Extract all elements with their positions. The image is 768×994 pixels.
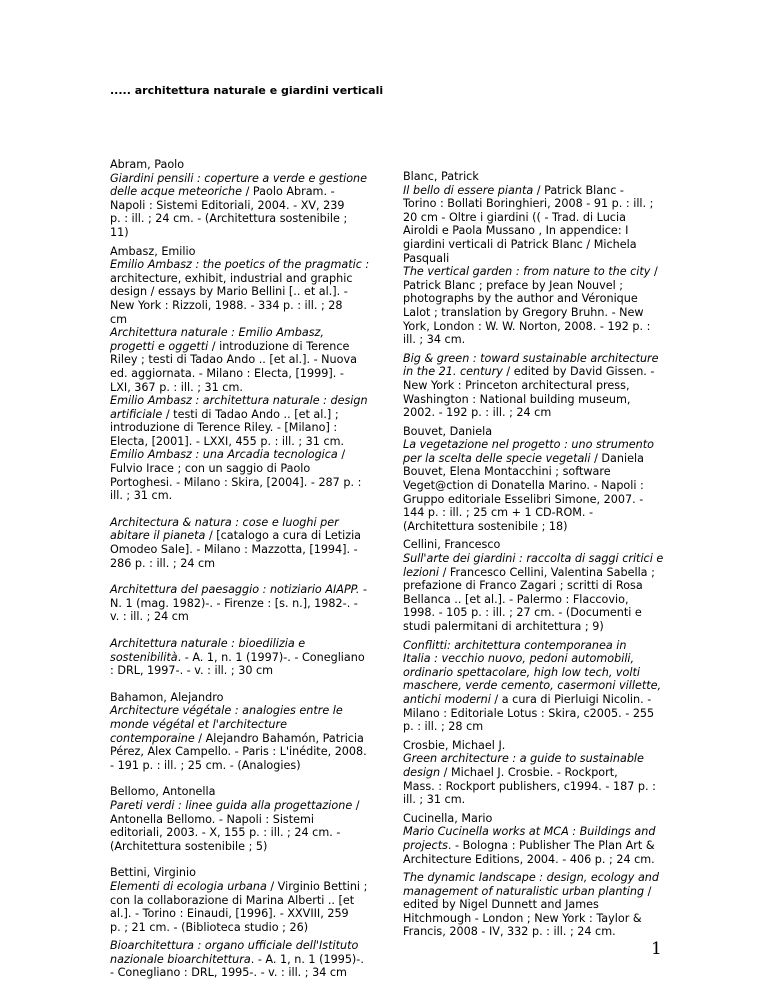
entry-title-text: The dynamic landscape : design, ecology and [403, 871, 659, 885]
entry-line [403, 898, 669, 912]
entry-text: architecture, exhibit, industrial and graphic [110, 271, 353, 285]
bibliography-entry [403, 170, 669, 347]
entry-line [110, 272, 372, 286]
entry-line [403, 184, 669, 198]
entry-line [403, 393, 669, 407]
entry-title-text: Emilio Ambasz : architettura naturale : design [110, 394, 368, 408]
entry-text: Milano : Editoriale Lotus : Skira, c2005. - 255 [403, 706, 655, 720]
entry-line [110, 907, 372, 921]
entry-text: Bellanca .. [et al.]. - Palermo : Flaccovio, [403, 592, 629, 606]
page-heading: ..... architettura naturale e giardini verticali [110, 84, 384, 97]
entry-line [110, 939, 372, 953]
entry-line [403, 912, 669, 926]
entry-line [403, 224, 669, 238]
entry-text: Mass. : Rockport publishers, c1994. - 187 p. : [403, 779, 656, 793]
entry-text: giardini verticali di Patrick Blanc / Michela [403, 237, 637, 251]
entry-line [110, 245, 372, 259]
entry-text: / Virginio Bettini ; [266, 879, 368, 893]
page-number: 1 [651, 939, 662, 959]
entry-text: Napoli : Sistemi Editoriali, 2004. - XV, 239 [110, 198, 345, 212]
entry-title-text: nazionale bioarchitettura [110, 952, 251, 966]
entry-line [403, 279, 669, 293]
entry-title-text: sostenibilità [110, 650, 178, 664]
entry-text: Pérez, Alex Campello. - Paris : L'inédite, 2008. [110, 745, 367, 759]
entry-line [110, 813, 372, 827]
entry-text: / Daniela [590, 451, 644, 465]
entry-line [110, 953, 372, 967]
entry-line [110, 921, 372, 935]
entry-line [403, 606, 669, 620]
entry-line [110, 381, 372, 395]
entry-line [110, 966, 372, 980]
entry-text: 1998. - 105 p. : ill. ; 27 cm. - (Documenti e [403, 606, 642, 620]
entry-line [110, 313, 372, 327]
entry-line [403, 379, 669, 393]
entry-line [110, 340, 372, 354]
bibliography-entry [110, 516, 372, 570]
entry-text: - Conegliano : DRL, 1995-. - v. : ill. ; 34 cm [110, 966, 347, 980]
entry-text: ill. ; 31 cm. [110, 489, 173, 503]
entry-text: / introduzione di Terence [208, 339, 350, 353]
entry-text: Portoghesi. - Milano : Skira, [2004]. - 287 p. : [110, 475, 362, 489]
entry-text: / Alejandro Bahamón, Patricia [194, 731, 364, 745]
entry-line [403, 479, 669, 493]
entry-text: Torino : Bollati Boringhieri, 2008 - 91 p. : ill. ; [403, 197, 654, 211]
entry-title-text: Mario Cucinella works at MCA : Buildings and [403, 825, 656, 839]
entry-line [110, 866, 372, 880]
entry-line [403, 265, 669, 279]
entry-text: Gruppo editoriale Esselibri Simone, 2007. - [403, 492, 644, 506]
entry-line [110, 651, 372, 665]
bibliography-entry [403, 739, 669, 807]
entry-text: prefazione di Franco Zagari ; scritti di Rosa [403, 579, 643, 593]
entry-text: Bouvet, Daniela [403, 424, 493, 438]
bibliography-entry [403, 871, 669, 939]
entry-text: design / essays by Mario Bellini [.. et al.]. - [110, 285, 348, 299]
entry-line [403, 438, 669, 452]
entry-text: Electa, [2001]. - LXXI, 455 p. : ill. ; 31 cm. [110, 434, 345, 448]
entry-text: / edited by David Gissen. - [502, 365, 655, 379]
entry-text: / [650, 265, 658, 279]
entry-line [403, 793, 669, 807]
entry-text: Lalot ; translation by Gregory Bruhn. - New [403, 305, 644, 319]
entry-title-text: in the 21. century [403, 365, 503, 379]
bibliography-entry [110, 939, 372, 980]
entry-text: / testi di Tadao Ando .. [et al.] ; [162, 407, 339, 421]
entry-line [110, 408, 372, 422]
bibliography-entry [110, 583, 372, 624]
entry-title-text: La vegetazione nel progetto : uno strumento [403, 438, 654, 452]
entry-text: (Architettura sostenibile ; 5) [110, 839, 268, 853]
entry-title-text: abitare il pianeta [110, 529, 206, 543]
entry-line [110, 597, 372, 611]
entry-text: p. : ill. ; 24 cm. - (Architettura sostenibile ; [110, 212, 348, 226]
entry-line [110, 718, 372, 732]
entry-line [110, 557, 372, 571]
entry-line [403, 812, 669, 826]
entry-text: al.]. - Torino : Einaudi, [1996]. - XXVIII, 259 [110, 907, 349, 921]
entry-text: New York : Rizzoli, 1988. - 334 p. : ill. ; 28 [110, 298, 343, 312]
entry-line [110, 610, 372, 624]
entry-text: Ambasz, Emilio [110, 244, 196, 258]
entry-line [110, 880, 372, 894]
entry-line [403, 639, 669, 653]
entry-text: ill. ; 34 cm. [403, 333, 466, 347]
entry-line [110, 158, 372, 172]
entry-line [110, 326, 372, 340]
entry-title-text: Italia : vecchio nuovo, pedoni automobili, [403, 652, 635, 666]
entry-text: Riley ; testi di Tadao Ando .. [et al.]. - Nuova [110, 353, 357, 367]
entry-text: : DRL, 1997-. - v. : ill. ; 30 cm [110, 664, 274, 678]
entry-text: 144 p. : ill. ; 25 cm + 1 CD-ROM. - [403, 506, 594, 520]
entry-text: Cucinella, Mario [403, 811, 493, 825]
entry-title-text: Green architecture : a guide to sustainable [403, 752, 644, 766]
entry-line [110, 421, 372, 435]
entry-title-text: design [403, 765, 441, 779]
entry-line [110, 448, 372, 462]
entry-line [403, 493, 669, 507]
entry-line [110, 691, 372, 705]
entry-title-text: Architettura naturale : Emilio Ambasz, [110, 326, 324, 340]
entry-line [110, 785, 372, 799]
entry-line [403, 211, 669, 225]
entry-line [403, 465, 669, 479]
entry-line [403, 352, 669, 366]
entry-title-text: Elementi di ecologia urbana [110, 879, 267, 893]
bibliography-entry [110, 691, 372, 773]
entry-line [403, 170, 669, 184]
entry-line [110, 489, 372, 503]
entry-text: York, London : W. W. Norton, 2008. - 192 p. : [403, 319, 651, 333]
entry-line [403, 752, 669, 766]
entry-line [110, 394, 372, 408]
entry-title-text: projects [403, 838, 448, 852]
entry-text: Hitchmough - London ; New York : Taylor & [403, 911, 642, 925]
entry-line [403, 839, 669, 853]
entry-text: Abram, Paolo [110, 158, 185, 171]
entry-text: Bellomo, Antonella [110, 785, 216, 799]
entry-line [110, 367, 372, 381]
entry-line [110, 516, 372, 530]
entry-line [110, 258, 372, 272]
entry-text: Antonella Bellomo. - Napoli : Sistemi [110, 812, 315, 826]
entry-title-text: Il bello di essere pianta [403, 183, 534, 197]
entry-text: Bouvet, Elena Montacchini ; software [403, 465, 611, 479]
entry-text: Washington : National building museum, [403, 392, 631, 406]
entry-text: Cellini, Francesco [403, 538, 501, 552]
entry-line [403, 871, 669, 885]
entry-text: / Patrick Blanc - [533, 183, 624, 197]
entry-text: Bettini, Virginio [110, 866, 196, 880]
entry-line [110, 172, 372, 186]
entry-title-text: Architettura naturale : bioedilizia e [110, 637, 306, 650]
bibliography-entry [403, 639, 669, 734]
entry-text: 2002. - 192 p. : ill. ; 24 cm [403, 406, 552, 420]
entry-line [110, 732, 372, 746]
entry-title-text: lezioni [403, 565, 440, 579]
entry-line [403, 739, 669, 753]
entry-line [403, 666, 669, 680]
entry-line [110, 353, 372, 367]
entry-line [110, 476, 372, 490]
entry-text: 20 cm - Oltre i giardini (( - Trad. di Lucia [403, 210, 626, 224]
entry-text: Fulvio Irace ; con un saggio di Paolo [110, 462, 311, 476]
entry-text: Architecture Editions, 2004. - 406 p. ; 24 cm. [403, 852, 655, 866]
entry-line [403, 452, 669, 466]
entry-title-text: The vertical garden : from nature to the city [403, 265, 651, 279]
entry-line [403, 693, 669, 707]
entry-line [110, 704, 372, 718]
entry-line [110, 840, 372, 854]
entry-text: 286 p. : ill. ; 24 cm [110, 556, 216, 570]
entry-title-text: per la scelta delle specie vegetali [403, 451, 591, 465]
entry-line [403, 292, 669, 306]
entry-line [110, 529, 372, 543]
bibliography-entry [110, 245, 372, 503]
entry-line [403, 365, 669, 379]
bibliography-entry [403, 425, 669, 534]
bibliography-entry [110, 158, 372, 240]
entry-text: 11) [110, 225, 129, 239]
entry-text: N. 1 (mag. 1982)-. - Firenze : [s. n.], 1982-. - [110, 596, 358, 610]
bibliography-entry [110, 637, 372, 678]
entry-line [110, 543, 372, 557]
entry-text: LXI, 367 p. : ill. ; 31 cm. [110, 380, 243, 394]
entry-text: Patrick Blanc ; preface by Jean Nouvel ; [403, 278, 624, 292]
entry-text: / Francesco Cellini, Valentina Sabella ; [439, 565, 655, 579]
entry-text: - [359, 583, 368, 597]
entry-line [110, 583, 372, 597]
entry-text: ed. aggiornata. - Milano : Electa, [1999]. - [110, 366, 344, 380]
entry-text: Veget@ction di Donatella Marino. - Napoli : [403, 479, 644, 493]
entry-line [403, 593, 669, 607]
entry-title-text: maschere, verde cemento, casermoni villette, [403, 679, 662, 693]
entry-line [110, 759, 372, 773]
entry-title-text: delle acque meteoriche [110, 185, 243, 199]
entry-line [110, 285, 372, 299]
left-column [110, 158, 372, 985]
entry-line [110, 637, 372, 651]
entry-title-text: Emilio Ambasz : una Arcadia tecnologica [110, 448, 338, 462]
entry-line [403, 925, 669, 939]
entry-title-text: Emilio Ambasz : the poetics of the pragmatic : [110, 258, 370, 272]
entry-text: con la collaborazione di Marina Alberti .. [et [110, 893, 355, 907]
entry-text: photographs by the author and Véronique [403, 292, 638, 306]
entry-line [110, 894, 372, 908]
entry-line [403, 679, 669, 693]
entry-line [110, 226, 372, 240]
entry-text: / [337, 448, 346, 462]
bibliography-entry [403, 352, 669, 420]
entry-title-text: contemporaine [110, 731, 195, 745]
entry-title-text: artificiale [110, 407, 163, 421]
entry-text: (Architettura sostenibile ; 18) [403, 519, 568, 533]
entry-line [403, 720, 669, 734]
entry-text: Bahamon, Alejandro [110, 690, 224, 704]
entry-text: editoriali, 2003. - X, 155 p. : ill. ; 24 cm. - [110, 826, 341, 840]
entry-title-text: Architectura & natura : cose e luoghi per [110, 515, 339, 529]
entry-line [403, 538, 669, 552]
entry-text: Pasquali [403, 251, 450, 265]
entry-line [110, 299, 372, 313]
entry-line [403, 620, 669, 634]
entry-text: Crosbie, Michael J. [403, 738, 506, 752]
entry-text: Omodeo Sale]. - Milano : Mazzotta, [1994]. - [110, 543, 358, 557]
entry-title-text: progetti e oggetti [110, 339, 209, 353]
entry-line [110, 462, 372, 476]
entry-line [403, 566, 669, 580]
entry-text: introduzione di Terence Riley. - [Milano] : [110, 421, 338, 435]
bibliography-entry [110, 785, 372, 853]
entry-line [110, 664, 372, 678]
entry-text: . - Bologna : Publisher The Plan Art & [447, 838, 655, 852]
entry-line [110, 185, 372, 199]
entry-line [403, 252, 669, 266]
entry-line [403, 707, 669, 721]
entry-text: p. ; 21 cm. - (Biblioteca studio ; 26) [110, 920, 309, 934]
entry-line [110, 435, 372, 449]
bibliography-entry [403, 812, 669, 866]
entry-text: edited by Nigel Dunnett and James [403, 898, 599, 912]
entry-text: Blanc, Patrick [403, 170, 479, 183]
entry-line [403, 506, 669, 520]
entry-line [110, 212, 372, 226]
entry-line [403, 197, 669, 211]
bibliography-entry [403, 538, 669, 633]
entry-text: Francis, 2008 - IV, 332 p. : ill. ; 24 cm. [403, 925, 616, 939]
entry-line [403, 780, 669, 794]
entry-text: / [352, 798, 360, 812]
entry-line [110, 799, 372, 813]
entry-line [403, 766, 669, 780]
entry-line [110, 826, 372, 840]
entry-title-text: Architecture végétale : analogies entre le [110, 704, 343, 718]
entry-text: / Michael J. Crosbie. - Rockport, [440, 765, 618, 779]
entry-text: cm [110, 312, 128, 326]
entry-line [403, 306, 669, 320]
entry-text: New York : Princeton architectural press, [403, 378, 630, 392]
entry-line [403, 238, 669, 252]
entry-line [403, 320, 669, 334]
entry-line [403, 652, 669, 666]
entry-text: - 191 p. : ill. ; 25 cm. - (Analogies) [110, 758, 301, 772]
entry-title-text: monde végétal et l'architecture [110, 717, 287, 731]
entry-line [403, 579, 669, 593]
entry-text: Airoldi e Paola Mussano , In appendice: I [403, 224, 629, 238]
entry-text: / Paolo Abram. - [242, 185, 335, 199]
entry-text: v. : ill. ; 24 cm [110, 610, 189, 624]
entry-title-text: Big & green : toward sustainable architecture [403, 351, 659, 365]
entry-title-text: Sull'arte dei giardini : raccolta di saggi critici e [403, 552, 664, 566]
entry-line [403, 333, 669, 347]
entry-line [403, 885, 669, 899]
entry-title-text: Pareti verdi : linee guida alla progettazione [110, 798, 353, 812]
entry-text: . - A. 1, n. 1 (1997)-. - Conegliano [177, 650, 365, 664]
entry-text: p. : ill. ; 28 cm [403, 720, 484, 734]
entry-text: . - A. 1, n. 1 (1995)-. [250, 952, 364, 966]
entry-text: / [644, 884, 652, 898]
entry-text: / [catalogo a cura di Letizia [205, 529, 362, 543]
entry-line [403, 520, 669, 534]
entry-title-text: Conflitti: architettura contemporanea in [403, 638, 627, 652]
entry-text: studi palermitani di architettura ; 9) [403, 620, 604, 633]
entry-title-text: antichi moderni [403, 692, 491, 706]
entry-title-text: management of naturalistic urban planting [403, 884, 645, 898]
entry-title-text: ordinario spettacolare, high low tech, volti [403, 665, 641, 679]
entry-line [110, 199, 372, 213]
entry-text: ill. ; 31 cm. [403, 793, 466, 807]
entry-line [403, 425, 669, 439]
entry-title-text: Bioarchitettura : organo ufficiale dell'Istituto [110, 939, 359, 953]
entry-line [110, 745, 372, 759]
right-column [403, 170, 669, 944]
entry-title-text: Architettura del paesaggio : notiziario AIAPP. [110, 583, 360, 597]
entry-text: / a cura di Pierluigi Nicolin. - [490, 692, 652, 706]
bibliography-entry [110, 866, 372, 934]
entry-line [403, 853, 669, 867]
entry-line [403, 406, 669, 420]
entry-title-text: Giardini pensili : coperture a verde e gestione [110, 171, 368, 185]
entry-line [403, 552, 669, 566]
entry-line [403, 825, 669, 839]
